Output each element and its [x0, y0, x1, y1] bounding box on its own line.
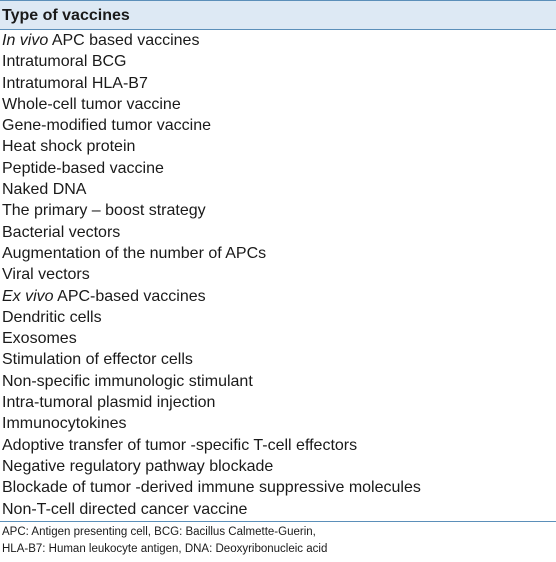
table-row	[0, 94, 556, 115]
table-footnote	[0, 522, 556, 558]
row-text: The primary – boost strategy	[2, 202, 206, 220]
table-row	[0, 200, 556, 221]
table-row	[0, 158, 556, 179]
table-row	[0, 179, 556, 200]
table-row	[0, 349, 556, 370]
table-row	[0, 456, 556, 477]
row-text: Viral vectors	[2, 266, 90, 284]
footnote-line-1: APC: Antigen presenting cell, BCG: Bacillus Calmette-Guerin,	[2, 525, 316, 538]
row-text: Negative regulatory pathway blockade	[2, 457, 274, 475]
table-row	[0, 286, 556, 307]
row-text: Augmentation of the number of APCs	[2, 244, 267, 262]
table-header-row	[0, 0, 556, 30]
row-text: Adoptive transfer of tumor -specific T-cell effectors	[2, 436, 358, 454]
row-text: Heat shock protein	[2, 138, 136, 156]
row-text: APC based vaccines	[48, 32, 200, 49]
row-text: Gene-modified tumor vaccine	[2, 117, 211, 135]
table-row	[0, 136, 556, 157]
table-row	[0, 73, 556, 94]
row-text: Immunocytokines	[2, 415, 127, 433]
table-body	[0, 30, 556, 520]
table-row	[0, 243, 556, 264]
table-row	[0, 499, 556, 520]
table-row	[0, 264, 556, 285]
row-text: Stimulation of effector cells	[2, 351, 193, 369]
table-row	[0, 435, 556, 456]
table-row	[0, 328, 556, 349]
row-text: APC-based vaccines	[53, 287, 206, 305]
table-row	[0, 392, 556, 413]
table-row	[0, 115, 556, 136]
row-italic-lead: In vivo	[2, 32, 49, 49]
table-row	[0, 371, 556, 392]
table-row	[0, 307, 556, 328]
table-row	[0, 413, 556, 434]
row-text: Non-T-cell directed cancer vaccine	[2, 500, 248, 518]
row-text: Dendritic cells	[2, 308, 102, 326]
row-italic-lead: Ex vivo	[2, 287, 54, 305]
table-row	[0, 222, 556, 243]
table-row	[0, 30, 556, 51]
row-text: Intratumoral HLA-B7	[2, 74, 148, 92]
row-text: Bacterial vectors	[2, 223, 121, 241]
row-text: Whole-cell tumor vaccine	[2, 95, 181, 113]
row-text: Exosomes	[2, 330, 77, 348]
row-text: Naked DNA	[2, 181, 87, 199]
row-text: Peptide-based vaccine	[2, 159, 164, 177]
table-header-cell: Type of vaccines	[2, 7, 130, 24]
row-text: Intratumoral BCG	[2, 53, 127, 71]
row-text: Blockade of tumor -derived immune suppressive molecules	[2, 479, 421, 497]
row-text: Non-specific immunologic stimulant	[2, 372, 253, 390]
footnote-line-2: HLA-B7: Human leukocyte antigen, DNA: Deoxyribonucleic acid	[2, 542, 328, 555]
table-row	[0, 477, 556, 498]
table-row	[0, 51, 556, 72]
row-text: Intra-tumoral plasmid injection	[2, 394, 216, 412]
